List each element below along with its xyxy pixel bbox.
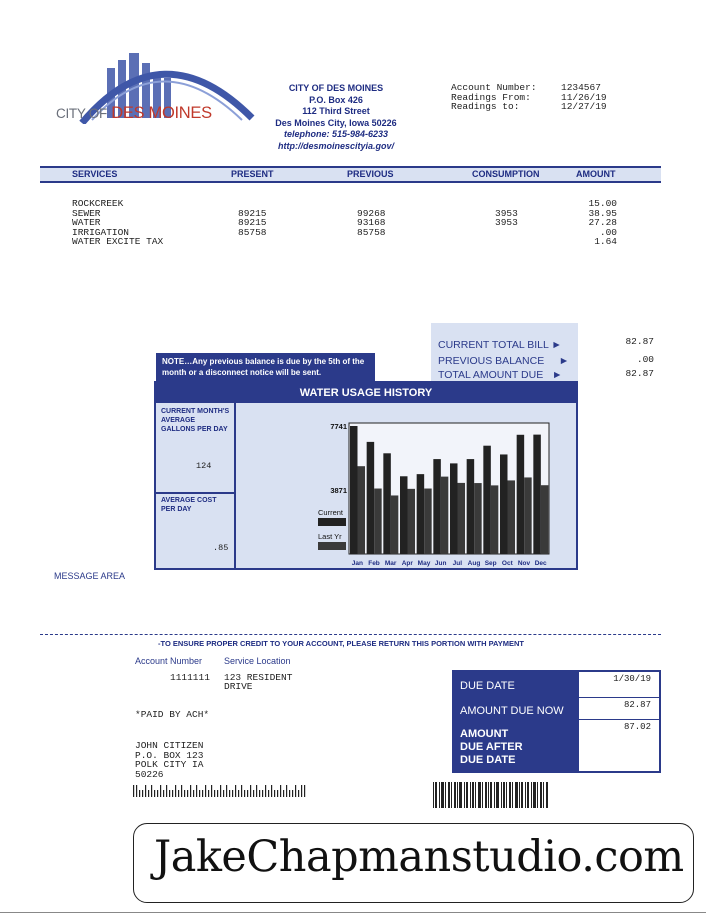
barcode-bar [202, 790, 203, 797]
watermark-text: JakeChapmanstudio.com [154, 832, 684, 882]
readings-from: 11/26/19 [561, 91, 607, 103]
barcode-bar [470, 782, 471, 808]
barcode-bar [525, 782, 526, 808]
barcode-bar [268, 790, 269, 797]
barcode-bar [485, 782, 487, 808]
barcode-bar [292, 790, 293, 797]
barcode-bar [223, 790, 224, 797]
bar-current [383, 453, 391, 554]
x-tick-label: Jun [434, 560, 447, 567]
amount-due-label: AMOUNT DUE NOW [460, 705, 564, 717]
barcode-bar [280, 785, 281, 797]
history-title: WATER USAGE HISTORY [156, 383, 576, 403]
barcode-bar [472, 782, 474, 808]
stub-service-line1: 123 RESIDENT [224, 672, 293, 683]
barcode-bar [304, 785, 305, 797]
barcode-bar [193, 790, 194, 797]
logo-text [56, 104, 212, 123]
divider [156, 492, 234, 494]
address-line: P.O. BOX 123 [135, 749, 204, 761]
legend-swatch-current [318, 518, 346, 526]
barcode-bar [169, 790, 170, 797]
legend-label-current: Current [318, 508, 344, 517]
barcode-bar [289, 790, 290, 797]
barcode-bar [501, 782, 502, 808]
arrow-right-icon: ► [551, 339, 562, 351]
y-tick-label: 7741 [330, 422, 347, 431]
bar-last-yr [358, 466, 366, 554]
barcode-bar [439, 782, 440, 808]
barcode-bar [503, 782, 505, 808]
barcode-bar [271, 785, 272, 797]
previous-balance-label: PREVIOUS BALANCE ► [438, 355, 570, 367]
barcode-bar [448, 782, 450, 808]
header-previous: PREVIOUS [347, 169, 394, 179]
address-line: POLK CITY IA [135, 759, 204, 770]
avg-gallons-value: 124 [196, 461, 212, 471]
bar-current [533, 435, 541, 554]
barcode-bar [181, 785, 182, 797]
x-tick-label: Feb [368, 560, 380, 567]
barcode-bar [459, 782, 462, 808]
barcode-bar [211, 785, 212, 797]
barcode-bar [208, 790, 209, 797]
bar-last-yr [541, 485, 549, 554]
barcode-bar [250, 785, 251, 797]
barcode-bar [490, 782, 492, 808]
barcode-bar [509, 782, 511, 808]
header-present: PRESENT [231, 169, 274, 179]
barcode-bar [244, 790, 245, 797]
watermark-box [133, 823, 694, 903]
barcode-bar [247, 790, 248, 797]
service-amount: 38.95 [588, 207, 617, 219]
total-due-label: TOTAL AMOUNT DUE ► [438, 369, 563, 381]
barcode-bar [512, 782, 513, 808]
barcode-bar [277, 790, 278, 797]
address-line: 50226 [135, 768, 164, 780]
service-name: IRRIGATION [72, 226, 130, 238]
barcode-bar [241, 785, 242, 797]
avg-cost-value: .85 [213, 543, 229, 553]
barcode-bar [435, 782, 437, 808]
barcode-bar [148, 790, 149, 797]
barcode-bar [163, 790, 164, 797]
barcode-bar [478, 782, 481, 808]
service-name: WATER [72, 217, 101, 228]
mailing-address [135, 741, 203, 779]
usage-bar-chart [236, 403, 576, 568]
barcode-bar [199, 790, 200, 797]
total-due-value: 82.87 [625, 368, 654, 379]
amount-due-value: 82.87 [623, 700, 651, 710]
after-due-cell [579, 720, 659, 771]
barcode-bar [283, 790, 284, 797]
stub-service-location-label: Service Location [224, 656, 291, 666]
bar-last-yr [508, 480, 516, 554]
current-total-label: CURRENT TOTAL BILL ► [438, 339, 562, 351]
after-due-label: AMOUNT DUE AFTER DUE DATE [460, 728, 523, 766]
postal-barcode [133, 785, 309, 797]
arrow-right-icon: ► [551, 369, 563, 381]
bar-last-yr [374, 489, 382, 554]
barcode-bar [451, 782, 452, 808]
header-services: SERVICES [72, 169, 118, 179]
barcode-bar [190, 785, 191, 797]
bar-current [500, 454, 508, 554]
x-tick-label: Jan [351, 560, 363, 567]
barcode-bar [464, 782, 465, 808]
utility-street: 112 Third Street [302, 106, 370, 117]
barcode-bar [178, 790, 179, 797]
x-tick-label: Jul [452, 560, 463, 567]
barcode-bar [133, 785, 134, 797]
service-name: WATER EXCITE TAX [72, 236, 164, 247]
utility-website[interactable]: http://desmoinescityia.gov/ [277, 140, 395, 151]
barcode-bar [286, 785, 287, 797]
bar-last-yr [391, 495, 399, 554]
barcode-bar [488, 782, 489, 808]
footer-line [0, 912, 706, 913]
stub-account-label: Account Number [135, 656, 203, 666]
barcode-bar [151, 785, 152, 797]
bar-current [350, 426, 358, 554]
bar-current [483, 446, 491, 554]
barcode-bar [533, 782, 536, 808]
bar-current [467, 459, 475, 554]
due-date-value: 1/30/19 [613, 674, 651, 684]
x-tick-label: Apr [401, 560, 413, 567]
bar-current [400, 476, 408, 554]
x-tick-label: May [417, 560, 431, 567]
logo-des-moines: DES MOINES [111, 104, 212, 122]
logo-city-of: CITY OF [56, 106, 107, 121]
barcode-bar [265, 785, 266, 797]
barcode-bar [157, 790, 158, 797]
bar-last-yr [524, 477, 532, 554]
barcode-bar [253, 790, 254, 797]
barcode-bar [537, 782, 538, 808]
y-tick-label: 3871 [330, 486, 347, 495]
service-name: ROCKCREEK [72, 198, 124, 209]
barcode-bar [546, 782, 548, 808]
bar-last-yr [424, 489, 432, 554]
barcode-bar [145, 785, 146, 797]
barcode-bar [445, 782, 446, 808]
account-info [451, 83, 607, 112]
barcode-bar [527, 782, 529, 808]
barcode-bar [160, 785, 161, 797]
x-tick-label: Dec [534, 560, 547, 567]
barcode-bar [154, 790, 155, 797]
barcode-bar [136, 785, 137, 797]
return-note: -TO ENSURE PROPER CREDIT TO YOUR ACCOUNT, PLEASE RETURN THIS PORTION WITH PAYMENT [158, 639, 525, 648]
history-stats [156, 403, 236, 568]
header-consumption: CONSUMPTION [472, 169, 540, 179]
barcode-bar [259, 790, 260, 797]
paid-by-ach: *PAID BY ACH* [135, 709, 210, 720]
utility-po-box: P.O. Box 426 [309, 94, 363, 105]
due-date-cell [579, 672, 659, 697]
account-number-label: Account Number: [451, 82, 537, 93]
barcode-bar [506, 782, 507, 808]
barcode-bar [238, 790, 239, 797]
barcode-bar [214, 790, 215, 797]
avg-gallons-label: CURRENT MONTH'S AVERAGE GALLONS PER DAY [161, 408, 230, 433]
service-present: 89215 [238, 217, 267, 228]
barcode-bar [496, 782, 499, 808]
barcode-bar [262, 790, 263, 797]
service-present: 85758 [238, 226, 267, 238]
message-area: MESSAGE AREA [54, 571, 126, 581]
arrow-right-icon: ► [558, 355, 570, 367]
x-tick-label: Nov [517, 560, 531, 567]
barcode-bar [217, 790, 218, 797]
avg-cost-label: AVERAGE COST PER DAY [161, 497, 217, 513]
barcode-bar [457, 782, 458, 808]
barcode-bar [166, 785, 167, 797]
barcode-bar [226, 785, 227, 797]
utility-name: CITY OF DES MOINES [288, 83, 384, 93]
bar-current [367, 442, 375, 554]
barcode-bar [175, 785, 176, 797]
legend-label-last-yr: Last Yr [318, 532, 342, 541]
utility-city: Des Moines City, Iowa 50226 [275, 117, 397, 128]
service-previous: 93168 [357, 217, 386, 228]
barcode-bar [184, 790, 185, 797]
x-tick-label: Aug [467, 560, 481, 567]
x-tick-label: Oct [501, 560, 513, 567]
barcode-bar [256, 785, 257, 797]
after-due-value: 87.02 [623, 722, 651, 732]
bar-current [417, 474, 425, 554]
readings-to: 12/27/19 [561, 101, 607, 112]
service-previous: 85758 [357, 226, 386, 238]
barcode-bar [142, 790, 143, 797]
service-amount: .00 [599, 226, 617, 238]
barcode-bar [196, 785, 197, 797]
service-amount: 27.28 [588, 217, 617, 228]
service-consumption: 3953 [495, 217, 518, 228]
service-name: SEWER [72, 207, 101, 219]
services-table-header [40, 166, 661, 183]
barcode-bar [235, 785, 236, 797]
barcode-bar [466, 782, 468, 808]
barcode-bar [531, 782, 532, 808]
x-tick-label: Mar [384, 560, 397, 567]
barcode-bar [274, 790, 275, 797]
payment-barcode [433, 782, 551, 808]
barcode-bar [441, 782, 444, 808]
barcode-bar [515, 782, 518, 808]
barcode-bar [298, 790, 299, 797]
readings-to-label: Readings to: [451, 101, 520, 112]
tear-line [40, 634, 661, 635]
barcode-bar [454, 782, 456, 808]
barcode-bar [139, 790, 140, 797]
bar-last-yr [458, 483, 466, 554]
barcode-bar [172, 790, 173, 797]
barcode-bar [543, 782, 544, 808]
due-box [452, 670, 661, 773]
current-total-value: 82.87 [625, 336, 654, 347]
readings-from-label: Readings From: [451, 91, 531, 103]
barcode-bar [295, 785, 296, 797]
bar-current [450, 463, 458, 554]
barcode-bar [220, 785, 221, 797]
balance-note: NOTE…Any previous balance is due by the 5th of the month or a disconnect notice will be sent. [156, 353, 375, 383]
account-number: 1234567 [561, 82, 601, 93]
barcode-bar [521, 782, 523, 808]
barcode-bar [540, 782, 542, 808]
bar-current [433, 459, 441, 554]
service-previous: 99268 [357, 207, 386, 219]
barcode-bar [229, 790, 230, 797]
stub-account-number: 1111111 [170, 672, 210, 683]
barcode-bar [205, 785, 206, 797]
utility-telephone: telephone: 515-984-6233 [283, 129, 389, 140]
bar-last-yr [474, 483, 482, 554]
amount-due-cell [579, 698, 659, 719]
bar-current [517, 435, 525, 554]
legend-swatch-last-yr [318, 542, 346, 550]
service-consumption: 3953 [495, 207, 518, 219]
x-tick-label: Sep [484, 560, 497, 567]
previous-balance-value: .00 [636, 354, 654, 365]
barcode-bar [433, 782, 434, 808]
due-date-label: DUE DATE [460, 680, 515, 692]
stub-service-line2: DRIVE [224, 681, 253, 692]
bar-last-yr [408, 489, 416, 554]
barcode-bar [494, 782, 495, 808]
barcode-bar [232, 790, 233, 797]
water-usage-history-panel [154, 381, 578, 570]
bar-last-yr [441, 477, 449, 554]
barcode-bar [519, 782, 520, 808]
bar-last-yr [491, 485, 499, 554]
service-amount: 15.00 [588, 198, 617, 209]
service-present: 89215 [238, 207, 267, 219]
header-amount: AMOUNT [576, 169, 616, 179]
barcode-bar [475, 782, 476, 808]
barcode-bar [187, 790, 188, 797]
service-amount: 1.64 [594, 236, 617, 247]
utility-address [262, 83, 410, 153]
barcode-bar [301, 785, 302, 797]
address-line: JOHN CITIZEN [135, 740, 204, 751]
barcode-bar [482, 782, 483, 808]
